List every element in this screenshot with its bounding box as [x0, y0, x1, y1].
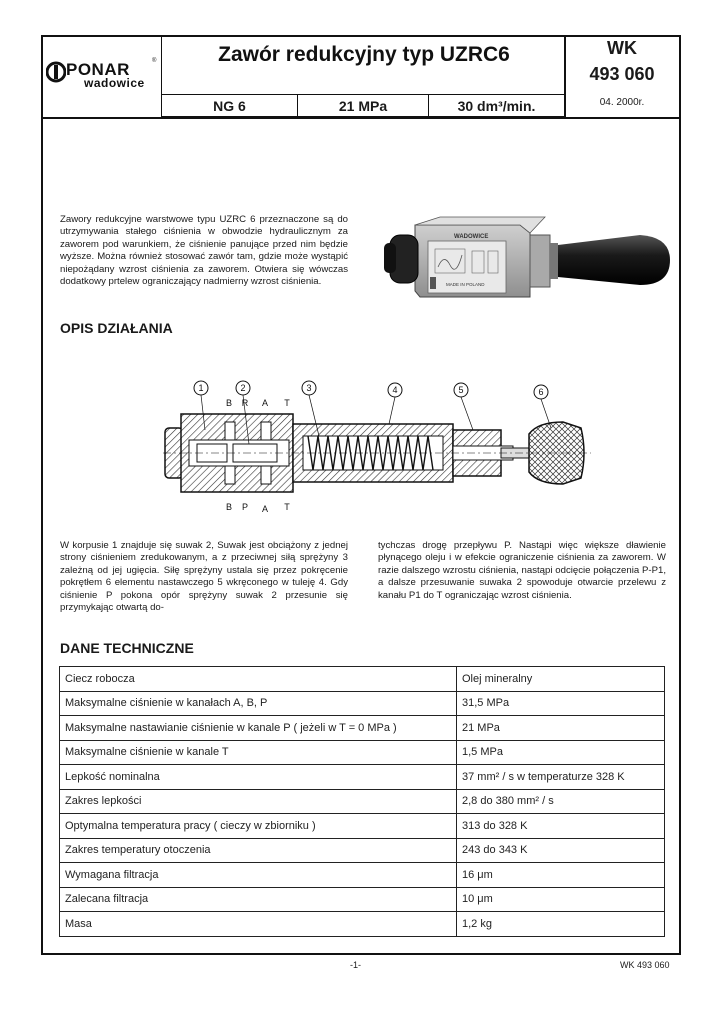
label-part-6: 6	[538, 387, 544, 397]
section-heading-dane: DANE TECHNICZNE	[60, 640, 194, 656]
document-title: Zawór redukcyjny typ UZRC6	[218, 43, 510, 66]
param-cell: Optymalna temperatura pracy ( cieczy w zbiorniku )	[60, 814, 457, 839]
value-cell: 16 μm	[457, 863, 665, 888]
header-bottom-border	[41, 117, 681, 119]
port-bottom-a: A	[261, 504, 269, 514]
param-cell: Maksymalne ciśnienie w kanale T	[60, 740, 457, 765]
param-cell: Zakres temperatury otoczenia	[60, 838, 457, 863]
param-cell: Wymagana filtracja	[60, 863, 457, 888]
value-cell: 313 do 328 K	[457, 814, 665, 839]
value-cell: 1,5 MPa	[457, 740, 665, 765]
port-bottom-t: T	[284, 502, 290, 512]
param-cell: Zakres lepkości	[60, 789, 457, 814]
catalog-code-prefix: WK	[607, 38, 637, 58]
table-row	[60, 814, 665, 839]
table-row	[60, 740, 665, 765]
label-part-4: 4	[392, 385, 398, 395]
value-cell: 243 do 343 K	[457, 838, 665, 863]
value-cell: Olej mineralny	[457, 667, 665, 692]
param-cell: Ciecz robocza	[60, 667, 457, 692]
intro-paragraph: Zawory redukcyjne warstwowe typu UZRC 6 przeznaczone są do utrzymywania stałego ciśnienia w obwodzie hydraulicznym za zaworem pod warunkiem, że ciśnienie panujące przed nim będzie wyższe. Można również stosować zawór tam, gdzie może wystąpić niepożądany wzrost ciśnienia za zaworem. Otwiera się wówczas dodatkowy prtelew ograniczający nadmierny wzrost ciśnienia.	[60, 214, 348, 288]
logo-registered: ®	[152, 58, 157, 64]
table-row	[60, 912, 665, 937]
label-part-5: 5	[458, 385, 464, 395]
value-cell: 31,5 MPa	[457, 691, 665, 716]
cross-section-drawing	[163, 378, 593, 518]
catalog-code-number: 493 060	[589, 64, 655, 84]
technical-data-table	[59, 666, 665, 937]
param-cell: Lepkość nominalna	[60, 765, 457, 790]
table-row	[60, 887, 665, 912]
description-left-column: W korpusie 1 znajduje się suwak 2, Suwak jest obciążony z jednej strony ciśnieniem zredukowanym, a z przeciwnej siłą sprężyny 3 zależną od jej ugięcia. Siłę sprężyny ustala się przez pokręcenie pokrętłem 6 elementu nastawczego 5 wkręconego w tuleję 4. Gdy ciśnienie P pokona opór sprężyny suwak 2 przesunie się przymykając otwartą do-	[60, 540, 348, 614]
issue-date: 04. 2000r.	[599, 97, 645, 108]
label-part-2: 2	[240, 383, 246, 393]
value-cell: 21 MPa	[457, 716, 665, 741]
port-top-a: A	[261, 398, 269, 408]
photo-brand: WADOWICE	[454, 234, 489, 240]
param-cell: Masa	[60, 912, 457, 937]
value-cell: 1,2 kg	[457, 912, 665, 937]
param-cell: Maksymalne nastawianie ciśnienie w kanale P ( jeżeli w T = 0 MPa )	[60, 716, 457, 741]
param-cell: Maksymalne ciśnienie w kanałach A, B, P	[60, 691, 457, 716]
valve-photo	[380, 205, 680, 305]
logo-subtitle: wadowice	[84, 76, 145, 90]
footer-code: WK 493 060	[620, 960, 670, 970]
photo-made-in: MADE IN POLAND	[446, 282, 485, 287]
ponar-logo-icon	[46, 61, 66, 83]
spec-pressure: 21 MPa	[338, 98, 388, 114]
port-bottom-p: P	[241, 502, 249, 512]
description-right-column: tychczas drogę przepływu P. Nastąpi więc większe dławienie płynącego oleju i w efekcie ograniczenie ciśnienia za zaworem. W razie dalszego wzrostu ciśnienia, nastąpi odcięcie połączenia P-P1, a dalsze przesuwanie suwaka 2 spowoduje otwarcie przelewu z kanału P1 do T ograniczając wzrost ciśnienia.	[378, 540, 666, 601]
header-divider	[161, 94, 565, 95]
table-row	[60, 667, 665, 692]
port-bottom-b: B	[225, 502, 233, 512]
table-row	[60, 789, 665, 814]
page-number: -1-	[350, 960, 361, 970]
port-top-r: R	[241, 398, 249, 408]
ponar-logo	[46, 58, 158, 92]
label-part-3: 3	[306, 383, 312, 393]
spec-flow: 30 dm³/min.	[457, 98, 536, 114]
label-part-1: 1	[198, 383, 204, 393]
logo-name: PONAR	[66, 60, 130, 79]
value-cell: 10 μm	[457, 887, 665, 912]
table-row	[60, 765, 665, 790]
table-row	[60, 716, 665, 741]
param-cell: Zalecana filtracja	[60, 887, 457, 912]
section-heading-opis: OPIS DZIAŁANIA	[60, 320, 173, 336]
value-cell: 2,8 do 380 mm² / s	[457, 789, 665, 814]
port-top-t: T	[284, 398, 290, 408]
port-top-b: B	[225, 398, 233, 408]
table-row	[60, 691, 665, 716]
table-row	[60, 863, 665, 888]
spec-nominal-size: NG 6	[213, 98, 246, 114]
table-row	[60, 838, 665, 863]
value-cell: 37 mm² / s w temperaturze 328 K	[457, 765, 665, 790]
